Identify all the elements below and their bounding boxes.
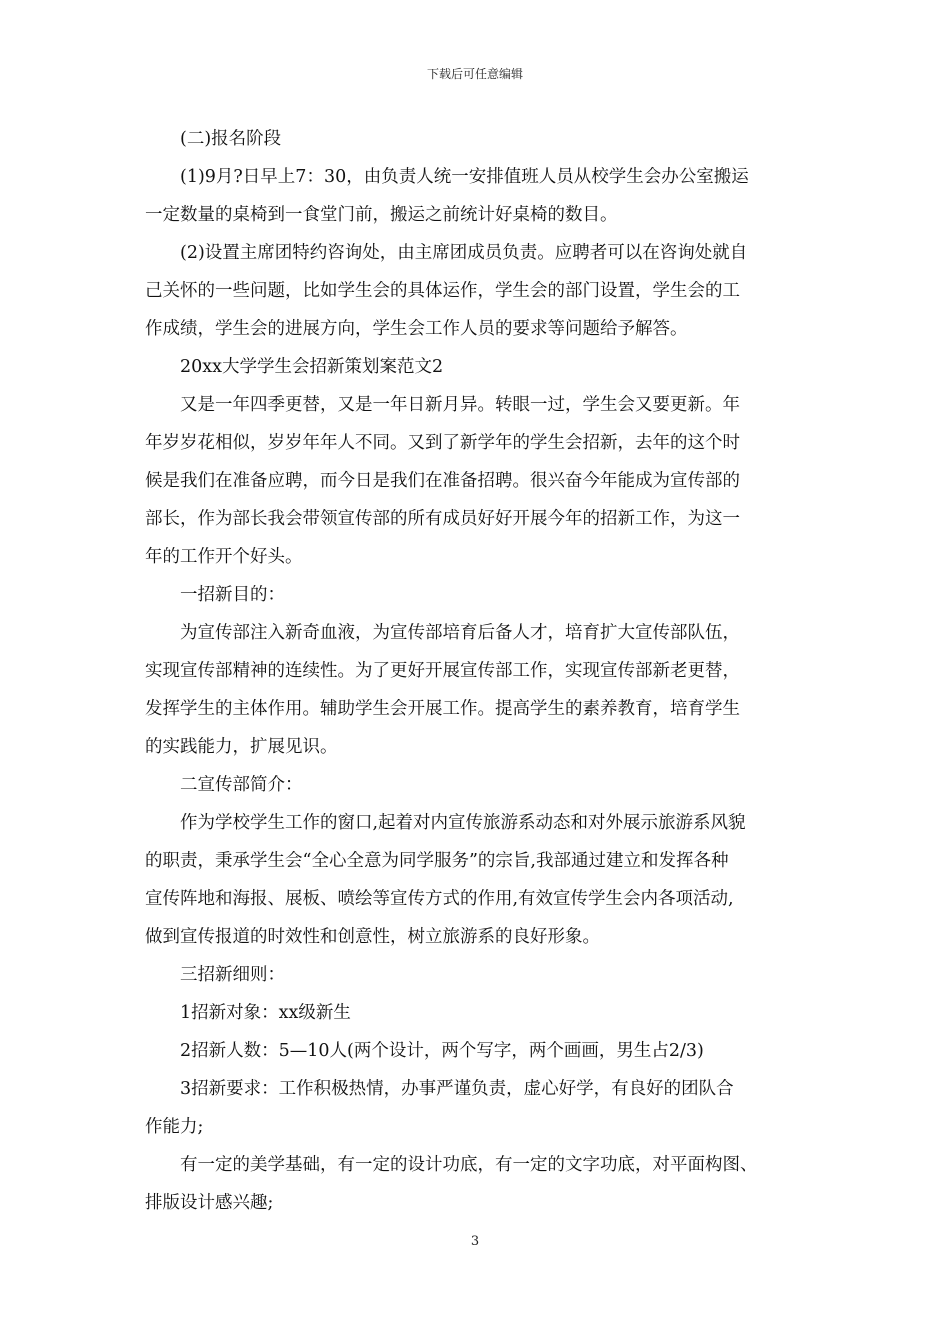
body-line-15: 实现宣传部精神的连续性。为了更好开展宣传部工作，实现宣传部新老更替， [145,661,740,681]
body-line-20: 的职责，秉承学生会“全心全意为同学服务”的宗旨,我部通过建立和发挥各种 [145,851,729,871]
body-line-27: 作能力; [145,1117,204,1137]
body-line-26: 3招新要求：工作积极热情，办事严谨负责，虚心好学，有良好的团队合 [180,1079,734,1099]
body-line-6: 作成绩，学生会的进展方向，学生会工作人员的要求等问题给予解答。 [145,319,688,339]
body-line-7: 20xx大学学生会招新策划案范文2 [180,357,444,377]
body-line-16: 发挥学生的主体作用。辅助学生会开展工作。提高学生的素养教育，培育学生 [145,699,740,719]
body-line-23: 三招新细则： [180,965,285,985]
body-line-8: 又是一年四季更替，又是一年日新月异。转眼一过，学生会又要更新。年 [180,395,740,415]
body-line-3: 一定数量的桌椅到一食堂门前，搬运之前统计好桌椅的数目。 [145,205,618,225]
body-line-22: 做到宣传报道的时效性和创意性，树立旅游系的良好形象。 [145,927,600,947]
body-line-13: 一招新目的： [180,585,285,605]
body-line-28: 有一定的美学基础，有一定的设计功底，有一定的文字功底，对平面构图、 [180,1155,758,1175]
body-line-2: (1)9月?日早上7：30，由负责人统一安排值班人员从校学生会办公室搬运 [180,167,749,187]
body-line-4: (2)设置主席团特约咨询处，由主席团成员负责。应聘者可以在咨询处就自 [180,243,748,263]
body-line-29: 排版设计感兴趣; [145,1193,274,1213]
body-line-11: 部长，作为部长我会带领宣传部的所有成员好好开展今年的招新工作，为这一 [145,509,740,529]
body-line-9: 年岁岁花相似，岁岁年年人不同。又到了新学年的学生会招新，去年的这个时 [145,433,740,453]
body-line-10: 候是我们在准备应聘，而今日是我们在准备招聘。很兴奋今年能成为宣传部的 [145,471,740,491]
body-line-17: 的实践能力，扩展见识。 [145,737,338,757]
document-body [145,120,810,1222]
page-header: 下载后可任意编辑 [426,67,523,81]
body-line-25: 2招新人数：5—10人(两个设计，两个写字，两个画画，男生占2/3) [180,1041,704,1061]
body-line-18: 二宣传部简介： [180,775,303,795]
body-line-24: 1招新对象：xx级新生 [180,1003,351,1023]
body-line-19: 作为学校学生工作的窗口,起着对内宣传旅游系动态和对外展示旅游系风貌 [180,813,746,833]
body-line-5: 己关怀的一些问题，比如学生会的具体运作，学生会的部门设置，学生会的工 [145,281,740,301]
page-number: 3 [470,1234,480,1249]
body-line-1: (二)报名阶段 [180,129,282,149]
body-line-14: 为宣传部注入新奇血液，为宣传部培育后备人才，培育扩大宣传部队伍， [180,623,740,643]
body-line-12: 年的工作开个好头。 [145,547,303,567]
body-line-21: 宣传阵地和海报、展板、喷绘等宣传方式的作用,有效宣传学生会内各项活动, [145,889,734,909]
